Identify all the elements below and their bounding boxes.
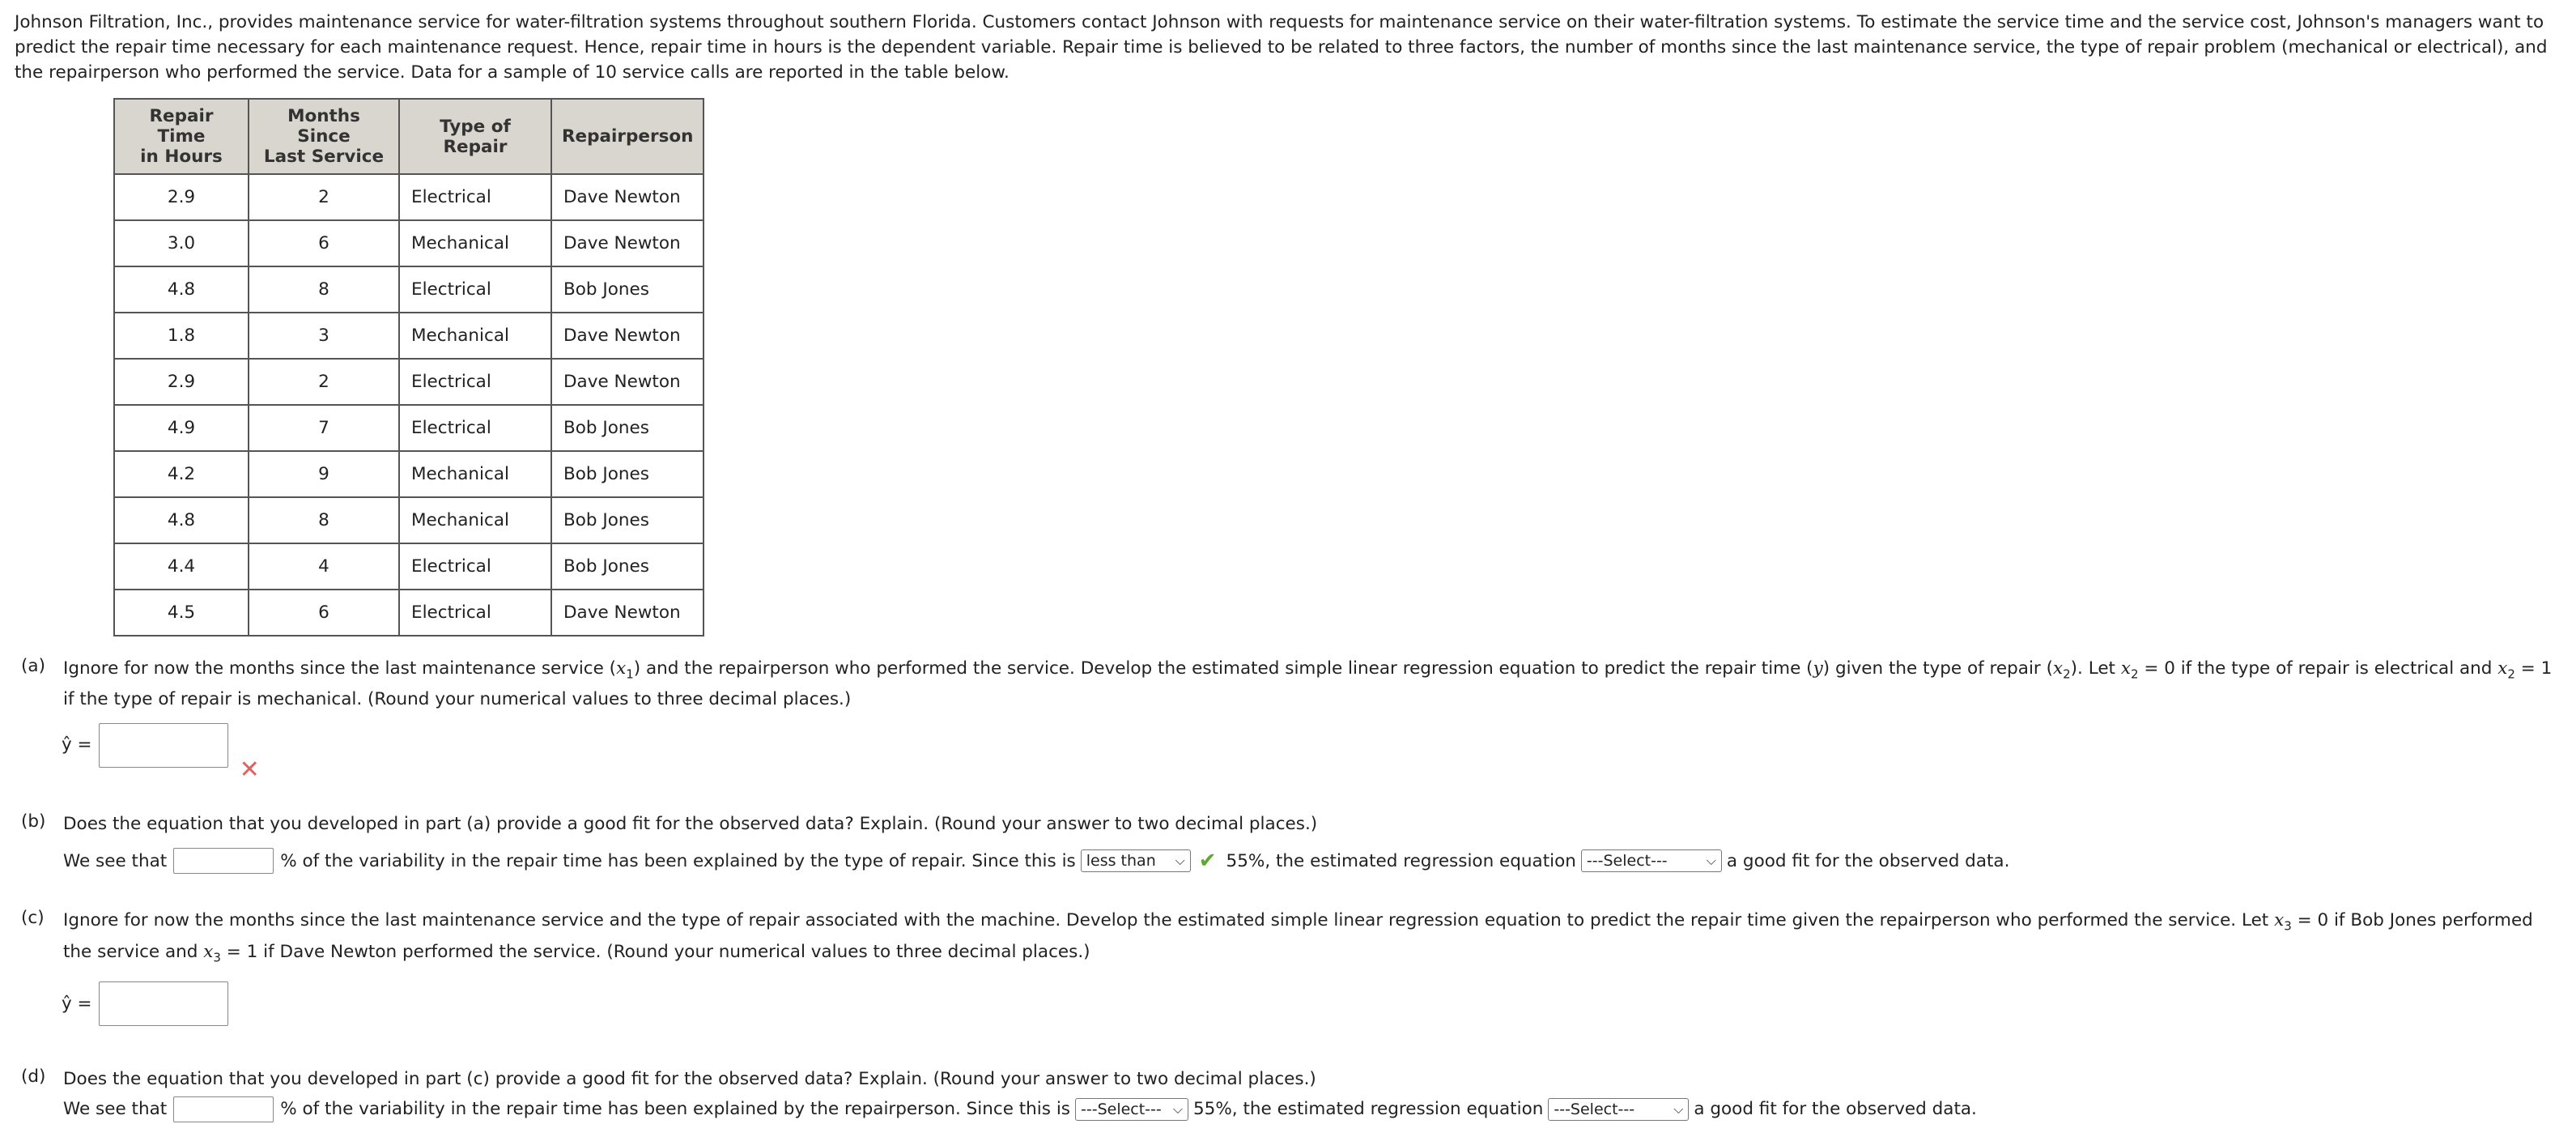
service-data-table bbox=[113, 98, 704, 637]
cell-months: 3 bbox=[249, 313, 399, 359]
cell-type: Electrical bbox=[399, 543, 551, 590]
part-a-label: (a) bbox=[21, 656, 45, 676]
cell-repair-time: 2.9 bbox=[114, 174, 249, 220]
part-d-percent-input[interactable] bbox=[173, 1096, 274, 1122]
cell-months: 6 bbox=[249, 220, 399, 266]
cell-type: Electrical bbox=[399, 266, 551, 313]
part-c-answer-row bbox=[62, 981, 2561, 1026]
part-d-fit-select[interactable] bbox=[1548, 1098, 1689, 1121]
part-d-post: a good fit for the observed data. bbox=[1694, 1099, 1977, 1120]
part-d-comparison-value: ---Select--- bbox=[1081, 1100, 1162, 1118]
cell-repairperson: Bob Jones bbox=[551, 497, 704, 543]
part-d-pre: We see that bbox=[63, 1099, 168, 1120]
part-b-question: Does the equation that you developed in part (a) provide a good fit for the observed data? Explain. (Round your answer to two decimal places.) bbox=[63, 814, 1318, 835]
cell-repair-time: 4.2 bbox=[114, 451, 249, 497]
part-c-label: (c) bbox=[21, 908, 45, 929]
cell-repairperson: Dave Newton bbox=[551, 220, 704, 266]
part-a-text: ). Let bbox=[2070, 658, 2121, 679]
cell-months: 7 bbox=[249, 405, 399, 451]
cell-months: 8 bbox=[249, 266, 399, 313]
cell-repairperson: Dave Newton bbox=[551, 313, 704, 359]
part-d-mid: % of the variability in the repair time has been explained by the repairperson. Since this is bbox=[280, 1099, 1070, 1120]
cell-type: Mechanical bbox=[399, 220, 551, 266]
cell-repairperson: Dave Newton bbox=[551, 590, 704, 636]
table-row bbox=[114, 220, 704, 266]
cell-repair-time: 4.9 bbox=[114, 405, 249, 451]
cell-months: 9 bbox=[249, 451, 399, 497]
problem-intro: Johnson Filtration, Inc., provides maintenance service for water-filtration systems throughout southern Florida. Customers contact Johnson with requests for maintenance service on their water-filtration systems. To estimate the service time and the service cost, Johnson's managers want to predict the repair time necessary for each maintenance request. Hence, repair time in hours is the dependent variable. Repair time is believed to be related to three factors, the number of months since the last maintenance service, the type of repair problem (mechanical or electrical), and the repairperson who performed the service. Data for a sample of 10 service calls are reported in the table below. bbox=[15, 12, 2548, 83]
table-row bbox=[114, 451, 704, 497]
cell-months: 2 bbox=[249, 174, 399, 220]
table-row bbox=[114, 313, 704, 359]
table-row bbox=[114, 359, 704, 405]
header-months: Months Since Last Service bbox=[249, 99, 399, 174]
part-b-comparison-select[interactable] bbox=[1081, 849, 1191, 872]
part-b-comparison-value: less than bbox=[1086, 852, 1156, 871]
part-b-pre: We see that bbox=[63, 850, 168, 871]
part-d-fit-value: ---Select--- bbox=[1554, 1100, 1635, 1118]
part-a-text: ) given the type of repair ( bbox=[1822, 658, 2053, 679]
part-c-question: Ignore for now the months since the last maintenance service and the type of repair associated with the machine. Develop the estimated simple linear regression equation to predict the repair time given the repairperson who performed the service. Let $x_3 = 0$ if Bob Jones performed the service and $x_3 = 1$ if Dave Newton performed the service. (Round your numerical values to three decimal places.) bbox=[63, 910, 2533, 964]
table-row bbox=[114, 543, 704, 590]
cell-repair-time: 3.0 bbox=[114, 220, 249, 266]
cell-repairperson: Bob Jones bbox=[551, 543, 704, 590]
cell-repair-time: 4.8 bbox=[114, 497, 249, 543]
cell-type: Mechanical bbox=[399, 313, 551, 359]
part-a-text: Ignore for now the months since the last maintenance service ( bbox=[63, 658, 617, 679]
cell-months: 2 bbox=[249, 359, 399, 405]
cell-repairperson: Dave Newton bbox=[551, 174, 704, 220]
cell-repair-time: 4.8 bbox=[114, 266, 249, 313]
chevron-down-icon: ⌵ bbox=[1673, 1101, 1684, 1117]
yhat-label: ŷ = bbox=[62, 993, 92, 1014]
chevron-down-icon: ⌵ bbox=[1172, 1101, 1183, 1117]
cell-type: Electrical bbox=[399, 590, 551, 636]
part-b-label: (b) bbox=[21, 811, 46, 832]
check-mark-icon: ✔ bbox=[1198, 849, 1217, 874]
cell-repair-time: 4.4 bbox=[114, 543, 249, 590]
part-d bbox=[15, 1067, 2561, 1092]
part-d-comparison-select[interactable] bbox=[1075, 1098, 1188, 1121]
cell-repair-time: 2.9 bbox=[114, 359, 249, 405]
part-d-threshold: 55%, the estimated regression equation bbox=[1193, 1099, 1544, 1120]
part-a-question: Ignore for now the months since the last maintenance service $(x_1)$ and the repairperson who performed the service. Develop the estimated simple linear regression equation to predict the repair time (y) given the type of repair $(x_2)$. Let $x_2 = 0$ if the type of repair is electrical and $x_2 = 1$ if the type of repair is mechanical. (Round your numerical values to three decimal places.) bbox=[63, 658, 2553, 710]
part-a-answer-row bbox=[62, 723, 2561, 784]
header-type: Type of Repair bbox=[399, 99, 551, 174]
cell-type: Electrical bbox=[399, 405, 551, 451]
cell-repairperson: Bob Jones bbox=[551, 266, 704, 313]
cell-months: 6 bbox=[249, 590, 399, 636]
part-c-text: Ignore for now the months since the last maintenance service and the type of repair associated with the machine. Develop the estimated simple linear regression equation to predict the repair time given the repairperson who performed the service. Let bbox=[63, 910, 2275, 931]
cell-type: Electrical bbox=[399, 174, 551, 220]
part-c-text: = 0 if Bob Jones performed the service and bbox=[63, 910, 2533, 962]
part-c-text: = 1 if Dave Newton performed the service. (Round your numerical values to three decimal places.) bbox=[220, 941, 1090, 962]
header-repair-time: Repair Time in Hours bbox=[114, 99, 249, 174]
cell-months: 4 bbox=[249, 543, 399, 590]
table-row bbox=[114, 497, 704, 543]
cell-repair-time: 1.8 bbox=[114, 313, 249, 359]
part-d-label: (d) bbox=[21, 1066, 46, 1087]
part-b-answer-row bbox=[63, 848, 2561, 874]
x-mark-icon: ✕ bbox=[239, 756, 260, 785]
part-a-equation-input[interactable] bbox=[99, 723, 228, 768]
chevron-down-icon: ⌵ bbox=[1175, 853, 1185, 869]
cell-repairperson: Dave Newton bbox=[551, 359, 704, 405]
part-a-text: = 0 if the type of repair is electrical and bbox=[2138, 658, 2498, 679]
cell-months: 8 bbox=[249, 497, 399, 543]
table-row bbox=[114, 266, 704, 313]
part-c-equation-input[interactable] bbox=[99, 981, 228, 1026]
table-row bbox=[114, 174, 704, 220]
part-b-threshold: 55%, the estimated regression equation bbox=[1226, 850, 1576, 871]
part-a-text: = 1 if the type of repair is mechanical. (Round your numerical values to three decimal places.) bbox=[63, 658, 2553, 710]
yhat-label: ŷ = bbox=[62, 734, 92, 756]
part-b-mid: % of the variability in the repair time has been explained by the type of repair. Since this is bbox=[280, 850, 1076, 871]
part-b-fit-value: ---Select--- bbox=[1586, 852, 1668, 871]
part-a-text: ) and the repairperson who performed the service. Develop the estimated simple linear regression equation to predict the repair time ( bbox=[633, 658, 1813, 679]
cell-type: Mechanical bbox=[399, 451, 551, 497]
header-repairperson: Repairperson bbox=[551, 99, 704, 174]
chevron-down-icon: ⌵ bbox=[1706, 853, 1716, 869]
table-row bbox=[114, 590, 704, 636]
cell-repairperson: Bob Jones bbox=[551, 405, 704, 451]
part-b-percent-input[interactable] bbox=[173, 848, 274, 874]
table-body bbox=[114, 174, 704, 636]
cell-repair-time: 4.5 bbox=[114, 590, 249, 636]
part-b-post: a good fit for the observed data. bbox=[1726, 850, 2010, 871]
part-b-fit-select[interactable] bbox=[1581, 849, 1722, 872]
cell-repairperson: Bob Jones bbox=[551, 451, 704, 497]
part-c bbox=[15, 908, 2561, 970]
part-a bbox=[15, 656, 2561, 712]
part-d-question: Does the equation that you developed in part (c) provide a good fit for the observed data? Explain. (Round your answer to two decimal places.) bbox=[63, 1068, 1316, 1089]
cell-type: Mechanical bbox=[399, 497, 551, 543]
part-b bbox=[15, 811, 2561, 837]
table-header-row bbox=[114, 99, 704, 174]
cell-type: Electrical bbox=[399, 359, 551, 405]
table-row bbox=[114, 405, 704, 451]
part-d-answer-row bbox=[63, 1096, 2561, 1122]
